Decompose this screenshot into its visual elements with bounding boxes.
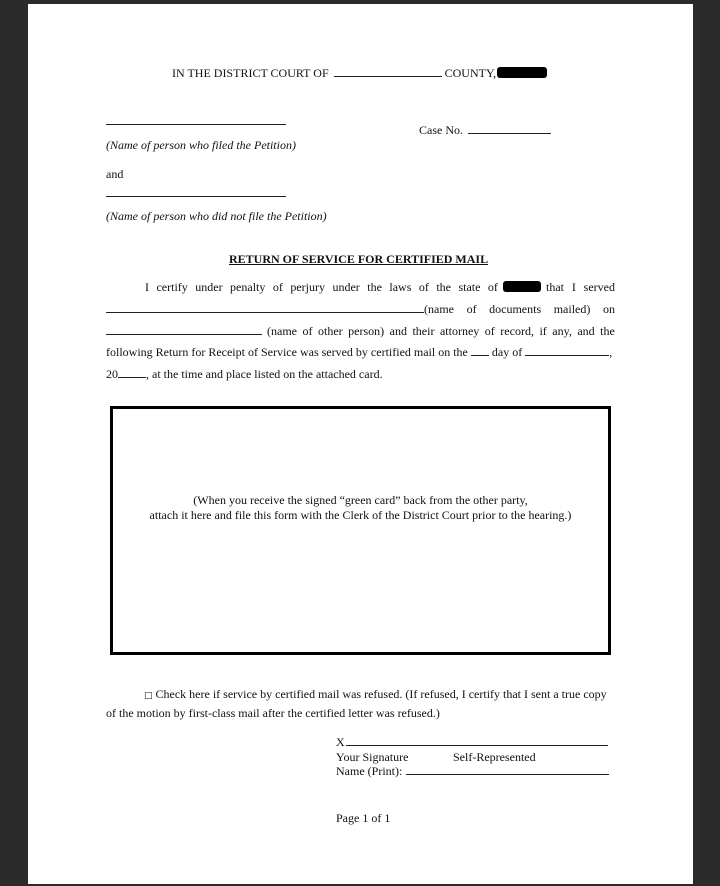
attach-instructions [113,493,608,523]
cert-line-4-text: following Return for Receipt of Service was served by certified mail on the [106,345,468,359]
cert-line-2-word: mailed) [553,302,591,316]
cert-line-1-word: I [145,280,149,294]
cert-line-3-word: (name [267,324,297,338]
self-represented-label: Self-Represented [453,750,536,764]
cert-line-3-word: person) [348,324,385,338]
cert-line-1-word: under [332,280,360,294]
cert-line-1-end [546,280,615,294]
respondent-caption: (Name of person who did not file the Petition) [106,209,327,223]
petitioner-caption: (Name of person who filed the Petition) [106,138,296,152]
cert-line-1-end-word: that [546,280,564,294]
case-number [419,123,551,137]
attach-instructions-line-2: attach it here and file this form with the Clerk of the District Court prior to the hearing.) [149,508,572,522]
name-print-line[interactable] [406,774,609,775]
cert-line-1-word: of [487,280,498,294]
name-print-label: Name (Print): [336,764,403,778]
other-person-blank[interactable] [106,334,262,335]
and-text: and [106,167,124,181]
redacted-state [497,67,547,78]
cert-line-3 [267,324,615,338]
refused-text-1: Check here if service by certified mail was refused. (If refused, I certify that I sent a true copy [152,687,607,701]
cert-line-3-word: other [317,324,343,338]
page-number: Page 1 of 1 [336,811,391,825]
cert-line-5-text: , at the time and place listed on the attached card. [146,367,383,381]
cert-line-1-word: perjury [290,280,325,294]
cert-line-3-word: record, [500,324,534,338]
cert-line-4 [106,345,612,359]
cert-line-3-word: attorney [439,324,480,338]
cert-line-2-word: (name [424,302,454,316]
signature-line[interactable] [346,745,608,746]
year-blank[interactable] [118,367,146,378]
month-blank[interactable] [525,345,609,356]
case-number-label: Case No. [419,123,463,137]
attach-instructions-line-1: (When you receive the signed “green card” back from the other party, [193,493,528,507]
signature-x: X [336,735,345,749]
cert-line-1-word: of [272,280,283,294]
document-title: RETURN OF SERVICE FOR CERTIFIED MAIL [229,252,489,266]
case-number-blank[interactable] [468,123,551,134]
day-blank[interactable] [471,345,489,356]
cert-line-1-word: certify [156,280,188,294]
cert-line-1-word: the [436,280,451,294]
refused-line-1 [144,687,607,703]
cert-line-1-end-word: served [583,280,615,294]
court-district-blank[interactable] [334,66,442,77]
cert-line-1-word: the [367,280,382,294]
cert-line-3-word: of [302,324,313,338]
cert-line-2-word: documents [489,302,542,316]
comma-text: , [609,345,613,359]
refused-line-2: of the motion by first-class mail after the certified letter was refused.) [106,706,440,720]
petitioner-name-line[interactable] [106,124,286,125]
year-prefix: 20 [106,367,118,381]
cert-line-1-word: laws [389,280,412,294]
cert-line-1 [145,280,498,294]
document-page [28,4,693,884]
cert-line-3-word: their [412,324,435,338]
court-prefix: IN THE DISTRICT COURT OF [172,66,329,80]
cert-line-2-word: on [602,302,615,316]
cert-line-3-word: of [484,324,495,338]
documents-mailed-blank[interactable] [106,312,424,313]
county-label: COUNTY, [444,66,497,80]
respondent-name-line[interactable] [106,196,286,197]
cert-line-1-word: state [458,280,481,294]
cert-line-3-word: if [539,324,547,338]
cert-line-1-end-word: I [571,280,576,294]
refused-checkbox[interactable]: □ [144,691,153,701]
cert-line-1-word: under [195,280,223,294]
cert-line-2-word: of [466,302,477,316]
cert-line-1-word: penalty [230,280,266,294]
cert-line-3-word: the [600,324,615,338]
green-card-attach-box [110,406,611,655]
cert-line-5 [106,367,383,381]
cert-line-1-word: of [418,280,429,294]
redacted-state-2 [503,281,541,292]
day-of-text: day of [491,345,523,359]
cert-line-3-word: any, [552,324,572,338]
court-header [172,66,547,80]
cert-line-3-word: and [389,324,407,338]
cert-line-3-word: and [577,324,595,338]
cert-line-2 [424,302,615,316]
signature-label: Your Signature [336,750,409,764]
